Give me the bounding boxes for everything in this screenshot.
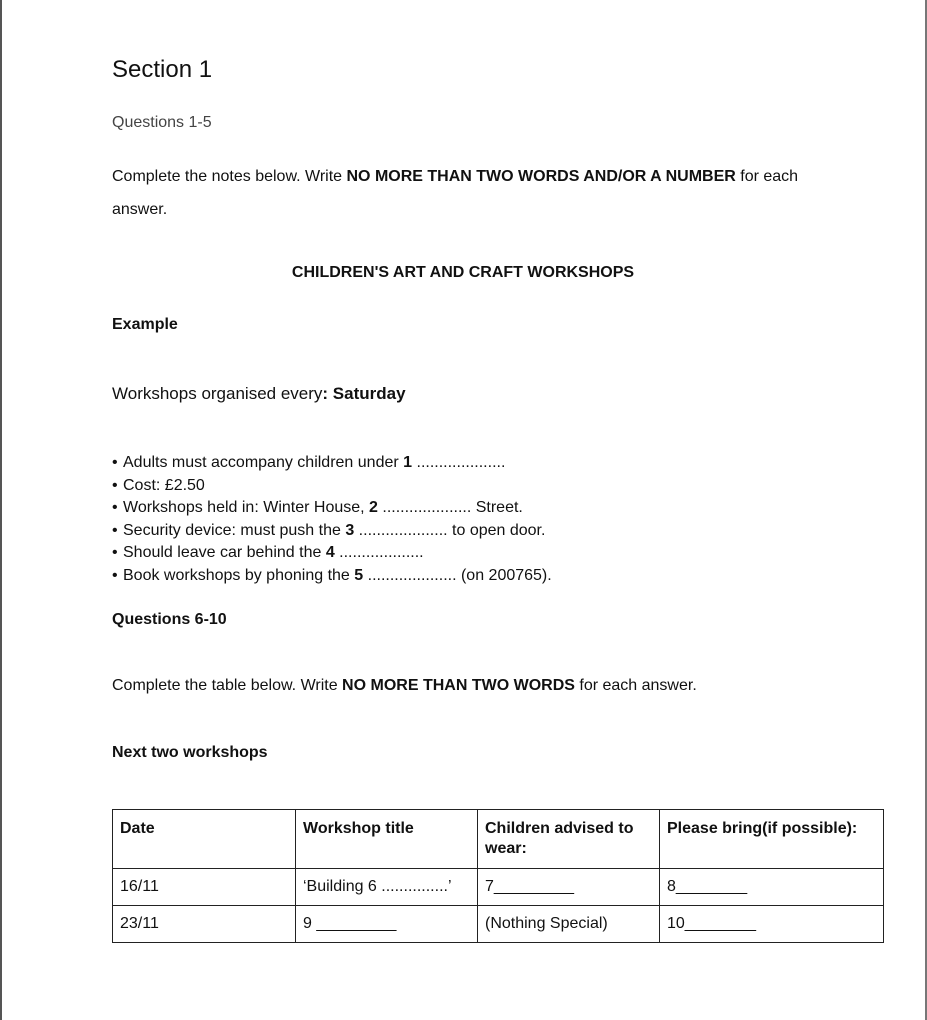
instructions-text-end: for each answer. xyxy=(112,168,799,218)
note-item xyxy=(112,565,552,588)
header-please-bring: Please bring(if possible): xyxy=(660,810,884,869)
table-instructions-text: Complete the table below. Write xyxy=(112,677,343,694)
cell-date: 23/11 xyxy=(113,906,296,943)
workshops-table xyxy=(112,809,884,943)
bullet-icon: • xyxy=(112,476,118,494)
instructions-emphasis: NO MORE THAN TWO WORDS AND/OR A NUMBER xyxy=(346,168,736,185)
bullet-icon: • xyxy=(112,499,118,516)
note-item xyxy=(112,520,552,543)
bullet-icon: • xyxy=(112,454,118,471)
answer-blank: .................... xyxy=(412,454,506,471)
cell-please-bring: 8________ xyxy=(660,869,884,906)
cell-children-wear: 7_________ xyxy=(478,869,660,906)
instructions-text: Complete the notes below. Write xyxy=(112,168,347,185)
bullet-icon: • xyxy=(112,521,118,539)
example-prefix: Workshops organised every xyxy=(112,384,323,403)
table-header-row xyxy=(113,810,884,869)
cell-children-wear: (Nothing Special) xyxy=(478,906,660,943)
note-item xyxy=(112,452,552,475)
main-heading: CHILDREN'S ART AND CRAFT WORKSHOPS xyxy=(291,264,635,281)
answer-blank: .................... to open door. xyxy=(354,521,546,539)
cell-please-bring: 10________ xyxy=(660,906,884,943)
section-title: Section 1 xyxy=(112,56,213,83)
page-left-border xyxy=(0,0,2,1020)
question-number: 4 xyxy=(325,544,335,561)
cell-workshop-title: ‘Building 6 ...............’ xyxy=(296,869,478,906)
table-row xyxy=(113,906,884,943)
cell-workshop-title: 9 _________ xyxy=(296,906,478,943)
table-instructions-text-end: for each answer. xyxy=(574,677,697,694)
question-number: 3 xyxy=(345,521,355,539)
table-row xyxy=(113,869,884,906)
next-workshops-heading: Next two workshops xyxy=(112,744,268,761)
note-item xyxy=(112,542,552,565)
questions-range: Questions 1-5 xyxy=(112,114,212,131)
question-number: 1 xyxy=(403,454,413,471)
note-text: Workshops held in: Winter House, xyxy=(123,499,370,516)
example-line xyxy=(112,384,406,404)
header-children-wear: Children advised to wear: xyxy=(478,810,660,869)
bullet-icon: • xyxy=(112,566,118,584)
cell-date: 16/11 xyxy=(113,869,296,906)
note-item xyxy=(112,497,552,520)
notes-list xyxy=(112,452,552,587)
answer-blank: .................... Street. xyxy=(377,499,523,516)
table-instructions xyxy=(112,677,697,695)
instructions xyxy=(112,160,852,226)
note-text: Security device: must push the xyxy=(123,521,346,539)
question-number: 5 xyxy=(354,566,364,584)
answer-blank: .................... (on 200765). xyxy=(363,566,552,584)
example-answer: : Saturday xyxy=(322,384,406,403)
question-number: 2 xyxy=(369,499,378,516)
note-text: Cost: £2.50 xyxy=(123,476,205,494)
example-label: Example xyxy=(112,316,178,333)
table-instructions-emphasis: NO MORE THAN TWO WORDS xyxy=(342,677,575,694)
note-text: Adults must accompany children under xyxy=(123,454,404,471)
header-workshop-title: Workshop title xyxy=(296,810,478,869)
answer-blank: ................... xyxy=(334,544,424,561)
note-text: Book workshops by phoning the xyxy=(123,566,355,584)
header-date: Date xyxy=(113,810,296,869)
questions-6-10-title: Questions 6-10 xyxy=(112,611,227,628)
note-text: Should leave car behind the xyxy=(123,544,326,561)
note-item xyxy=(112,475,552,498)
bullet-icon: • xyxy=(112,544,118,561)
